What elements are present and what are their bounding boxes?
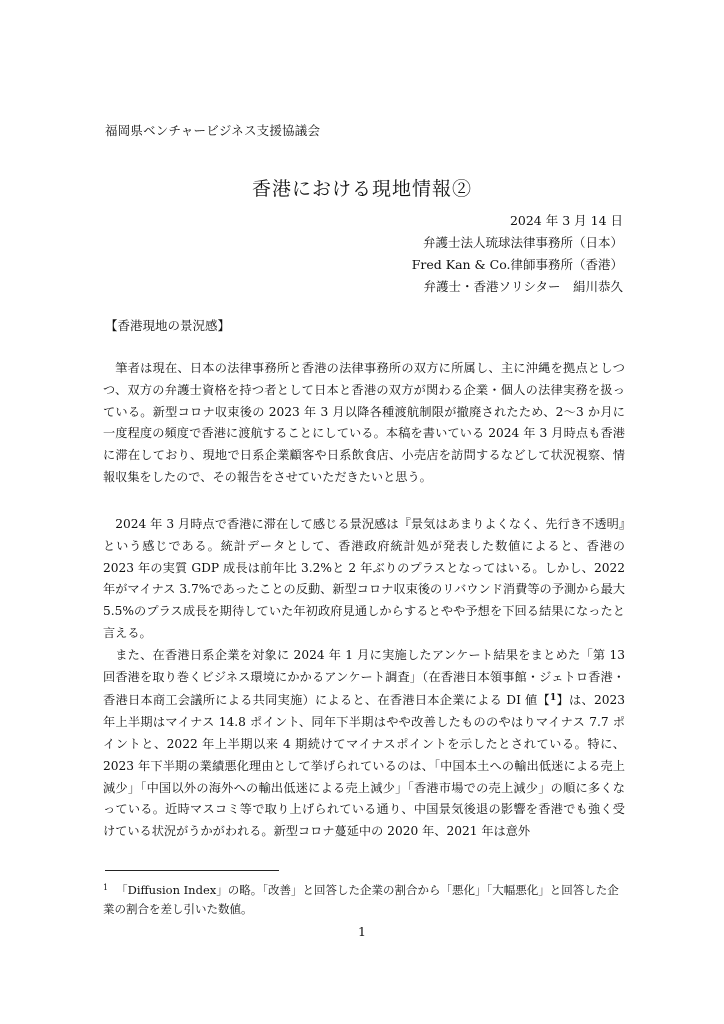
footnote-divider <box>105 870 279 871</box>
body-paragraph-group <box>103 514 625 843</box>
body-paragraph: 筆者は現在、日本の法律事務所と香港の法律事務所の双方に所属し、主に沖縄を拠点としつつ、双方の弁護士資格を持つ者として日本と香港の双方が関わる企業・個人の法律実務を扱っている。新型コロナ収束後の 2023 年 3 月以降各種渡航制限が撤廃されたため、2〜3 か月に一度程度の頻度で香港に渡航することにしている。本稿を書いている 2024 年 3 月時点も香港に滞在しており、現地で日系企業顧客や日系飲食店、小売店を訪問するなどして状況視察、情報収集をしたので、その報告をさせていただきたいと思う。 <box>103 361 625 484</box>
organization-name: 福岡県ベンチャービジネス支援協議会 <box>105 123 321 138</box>
footnote <box>103 878 625 919</box>
page-title: 香港における現地情報② <box>251 178 472 200</box>
paragraph-text: 】は、2023 年上半期はマイナス 14.8 ポイント、同年下半期はやや改善したもののやはりマイナス 7.7 ポイントと、2022 年上半期以来 4 期続けてマイナスポイントを示したとされている。特に、2023 年下半期の業績悪化理由として挙げられているのは、「中国本土への輸出低迷による売上減少」「中国以外の海外への輸出低迷による売上減少」「香港市場での売上減少」の順に多くなっている。近時マスコミ等で取り上げられている通り、中国景気後退の影響を香港でも強く受けている状況がうかがわれる。新型コロナ蔓延中の 2020 年、2021 年は意外 <box>103 693 625 839</box>
body-paragraph-with-footnote <box>103 645 625 843</box>
footnote-mark: 1 <box>103 883 109 892</box>
affiliation-japan: 弁護士法人琉球法律事務所（日本） <box>422 235 623 250</box>
affiliation-hongkong: Fred Kan & Co.律師事務所（香港） <box>411 257 623 272</box>
author-block <box>412 210 623 298</box>
page-number: 1 <box>358 924 366 939</box>
footnote-text: 「Diffusion Index」の略。「改善」と回答した企業の割合から「悪化」「大幅悪化」と回答した企業の割合を差し引いた数値。 <box>103 883 619 916</box>
paragraph-text: また、在香港日系企業を対象に 2024 年 1 月に実施したアンケート結果をまとめた「第 13 回香港を取り巻くビジネス環境にかかるアンケート調査」（在香港日本領事館・ジェトロ香港・香港日本商工会議所による共同実施）によると、在香港日本企業による DI 値【 <box>103 647 625 708</box>
section-heading: 【香港現地の景況感】 <box>105 318 231 333</box>
body-paragraph: 2024 年 3 月時点で香港に滞在して感じる景況感は『景気はあまりよくなく、先行き不透明』という感じである。統計データとして、香港政府統計処が発表した数値によると、香港の 2023 年の実質 GDP 成長は前年比 3.2%と 2 年ぶりのプラスとなってはいる。しかし、2022 年がマイナス 3.7%であったことの反動、新型コロナ収束後のリバウンド消費等の予測から最大5.5%のプラス成長を期待していた年初政府見通しからするとやや予想を下回る結果になったと言える。 <box>103 517 625 640</box>
author-name: 弁護士・香港ソリシター 絹川恭久 <box>423 279 623 294</box>
footnote-reference[interactable]: 1 <box>550 693 557 704</box>
document-date: 2024 年 3 月 14 日 <box>509 213 623 228</box>
